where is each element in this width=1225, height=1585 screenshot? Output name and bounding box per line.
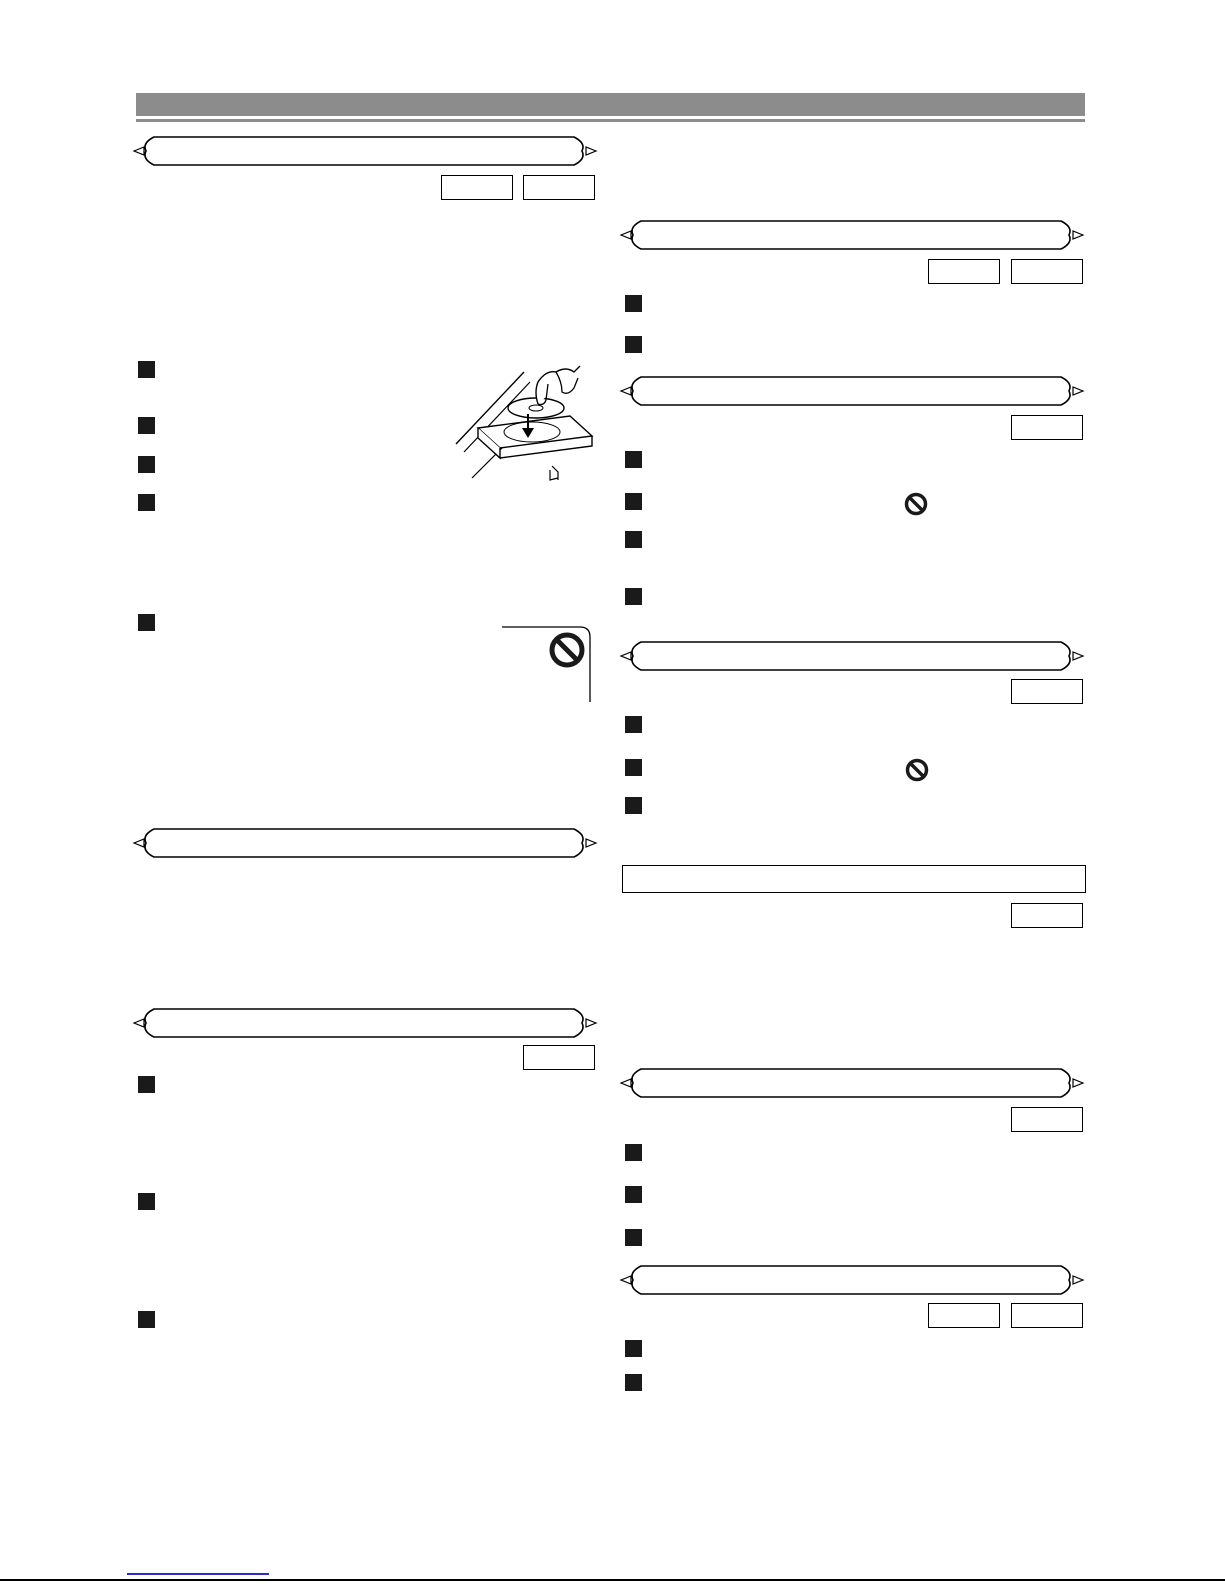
step-marker xyxy=(138,417,155,434)
step-marker xyxy=(625,1144,642,1161)
disc-type-tag xyxy=(441,175,513,200)
step-marker xyxy=(625,797,642,814)
section-banner-right-4 xyxy=(621,1067,1083,1099)
step-marker xyxy=(138,614,155,631)
step-marker xyxy=(625,493,642,510)
section-header-bar xyxy=(136,93,1085,116)
section-banner-right-2 xyxy=(621,375,1083,407)
step-marker xyxy=(625,1229,642,1246)
step-marker xyxy=(625,451,642,468)
prohibit-callout xyxy=(500,626,596,707)
step-marker xyxy=(138,361,155,378)
step-marker xyxy=(625,336,642,353)
section-box-header xyxy=(622,865,1086,893)
section-banner-left-3 xyxy=(134,1007,596,1039)
disc-type-tag xyxy=(1011,1107,1083,1132)
disc-type-tag xyxy=(1011,259,1083,284)
step-marker xyxy=(138,456,155,473)
step-marker xyxy=(625,759,642,776)
disc-loading-illustration xyxy=(452,362,598,491)
step-marker xyxy=(625,1374,642,1391)
section-banner-right-5 xyxy=(621,1264,1083,1296)
step-marker xyxy=(625,295,642,312)
step-marker xyxy=(138,494,155,511)
step-marker xyxy=(138,1311,155,1328)
disc-type-tag xyxy=(928,1303,1000,1328)
step-marker xyxy=(625,588,642,605)
footer-rule xyxy=(0,1579,1225,1581)
section-banner-left-1 xyxy=(134,135,596,167)
disc-type-tag xyxy=(928,259,1000,284)
step-marker xyxy=(625,716,642,733)
no-entry-icon xyxy=(904,492,928,521)
disc-type-tag xyxy=(1011,903,1083,928)
disc-type-tag xyxy=(1011,679,1083,704)
section-banner-left-2 xyxy=(134,827,596,859)
step-marker xyxy=(625,531,642,548)
step-marker xyxy=(138,1193,155,1210)
disc-type-tag xyxy=(523,1045,595,1070)
step-marker xyxy=(625,1340,642,1357)
section-banner-right-1 xyxy=(621,219,1083,251)
disc-type-tag xyxy=(1011,1303,1083,1328)
step-marker xyxy=(138,1076,155,1093)
no-entry-icon xyxy=(905,758,929,787)
footer-link-underline[interactable] xyxy=(127,1573,269,1575)
step-marker xyxy=(625,1186,642,1203)
disc-type-tag xyxy=(523,175,595,200)
section-banner-right-3 xyxy=(621,640,1083,672)
disc-type-tag xyxy=(1011,415,1083,440)
section-header-rule xyxy=(136,119,1085,122)
